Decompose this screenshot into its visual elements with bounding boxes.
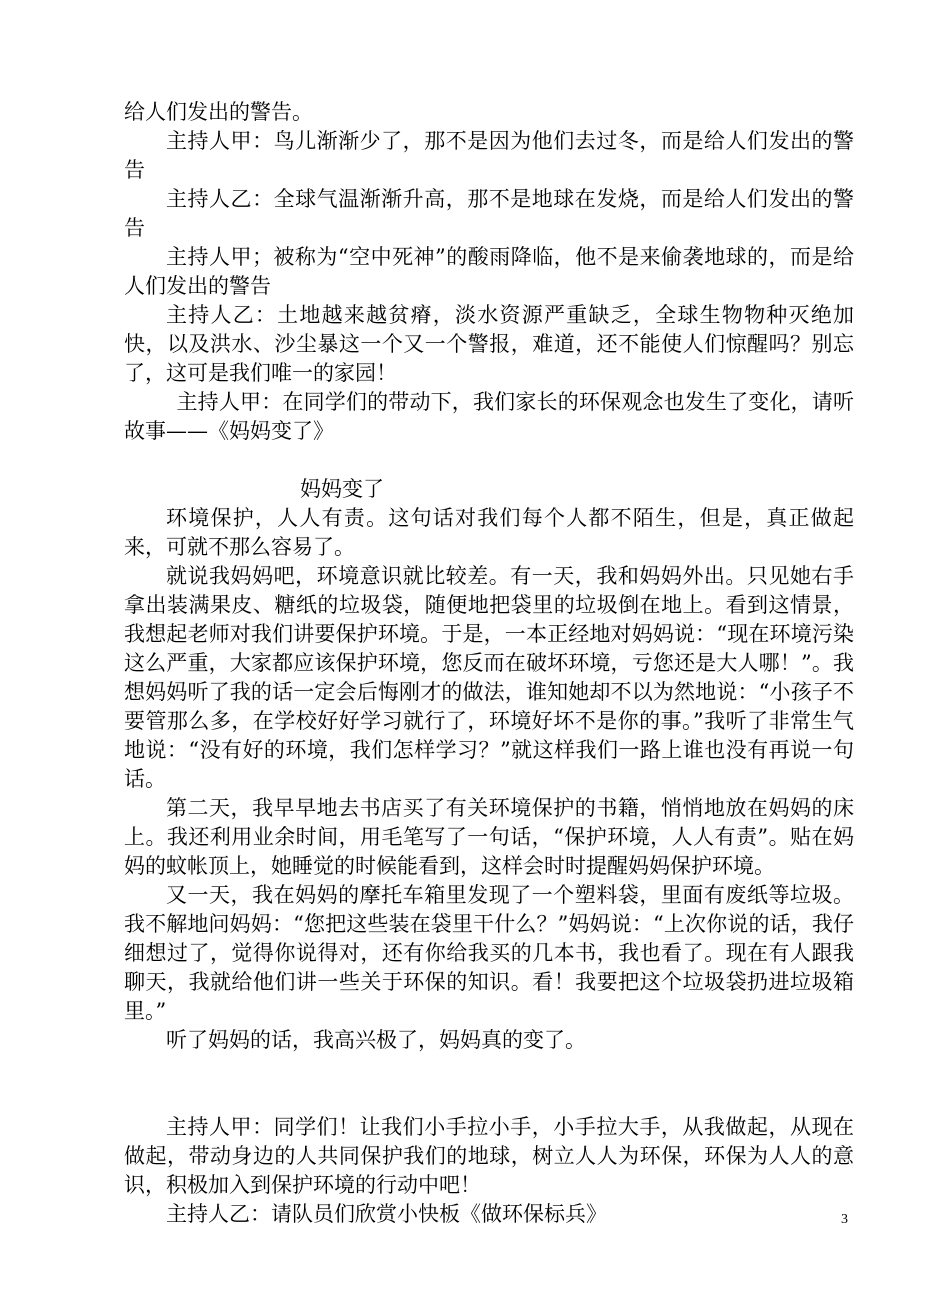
- story-paragraph: 就说我妈妈吧，环境意识就比较差。有一天，我和妈妈外出。只见她右手拿出装满果皮、糖纸的垃圾袋，随便地把袋里的垃圾倒在地上。看到这情景，我想起老师对我们讲要保护环境。于是，一本正经地对妈妈说：“现在环境污染这么严重，大家都应该保护环境，您反而在破坏环境，亏您还是大人哪！”。我想妈妈听了我的话一定会后悔刚才的做法，谁知她却不以为然地说：“小孩子不要管那么多，在学校好好学习就行了，环境好坏不是你的事。”我听了非常生气地说：“没有好的环境，我们怎样学习？”就这样我们一路上谁也没有再说一句话。: [124, 564, 854, 791]
- page-number: 3: [841, 1212, 848, 1227]
- story-paragraph: 又一天，我在妈妈的摩托车箱里发现了一个塑料袋，里面有废纸等垃圾。我不解地问妈妈：“您把这些装在袋里干什么？”妈妈说：“上次你说的话，我仔细想过了，觉得你说得对，还有你给我买的几本书，我也看了。现在有人跟我聊天，我就给他们讲一些关于环保的知识。看！我要把这个垃圾袋扔进垃圾箱里。”: [124, 883, 854, 1023]
- story-paragraph: 听了妈妈的话，我高兴极了，妈妈真的变了。: [166, 1028, 586, 1052]
- host-a-line-story-intro: 主持人甲：在同学们的带动下，我们家长的环保观念也发生了变化，请听故事——《妈妈变了》: [124, 390, 854, 443]
- host-a-line-acid-rain: 主持人甲；被称为“空中死神”的酸雨降临，他不是来偷袭地球的，而是给人们发出的警告: [124, 245, 854, 298]
- host-b-line-warnings: 主持人乙：土地越来越贫瘠，淡水资源严重缺乏，全球生物物种灭绝加快，以及洪水、沙尘暴这一个又一个警报，难道，还不能使人们惊醒吗？别忘了，这可是我们唯一的家园！: [124, 303, 854, 385]
- paragraph-continuation: 给人们发出的警告。: [124, 100, 313, 124]
- host-a-closing-line: 主持人甲：同学们！让我们小手拉小手，小手拉大手，从我做起，从现在做起，带动身边的人共同保护我们的地球，树立人人为环保，环保为人人的意识，积极加入到保护环境的行动中吧！: [124, 1115, 854, 1197]
- host-b-closing-line: 主持人乙：请队员们欣赏小快板《做环保标兵》: [166, 1202, 607, 1226]
- document-page: [124, 98, 854, 1229]
- host-b-line-temperature: 主持人乙：全球气温渐渐升高，那不是地球在发烧，而是给人们发出的警告: [124, 187, 854, 240]
- host-a-line-birds: 主持人甲：鸟儿渐渐少了，那不是因为他们去过冬，而是给人们发出的警告: [124, 129, 854, 182]
- story-paragraph: 第二天，我早早地去书店买了有关环境保护的书籍，悄悄地放在妈妈的床上。我还利用业余时间，用毛笔写了一句话，“保护环境，人人有责”。贴在妈妈的蚊帐顶上，她睡觉的时候能看到，这样会时时提醒妈妈保护环境。: [124, 796, 854, 878]
- story-paragraph: 环境保护，人人有责。这句话对我们每个人都不陌生，但是，真正做起来，可就不那么容易了。: [124, 506, 854, 559]
- story-title: 妈妈变了: [300, 477, 384, 501]
